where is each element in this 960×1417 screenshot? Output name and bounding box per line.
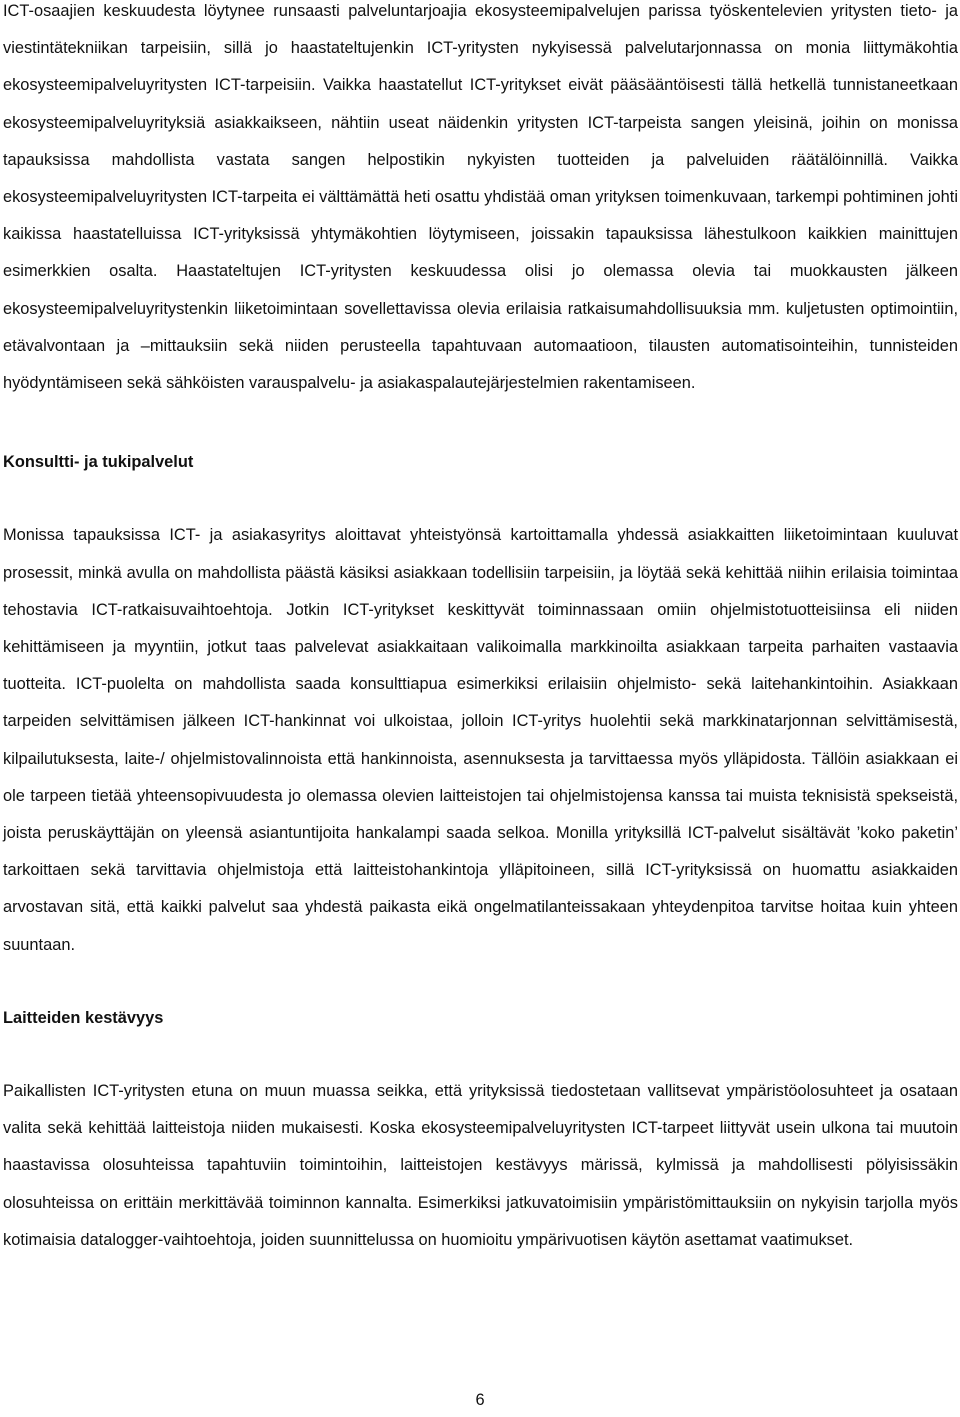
body-paragraph-consulting: Monissa tapauksissa ICT- ja asiakasyritys aloittavat yhteistyönsä kartoittamalla yhdessä asiakkaitten liiketoimintaan kuuluvat prosessit, minkä avulla on mahdollista päästä käsiksi asiakkaan todellisiin tarpeisiin, ja löytää sekä kehittää niihin erilaisia toimintaa tehostavia ICT-ratkaisuvaihtoehtoja. Jotkin ICT-yritykset keskittyvät toiminnassaan omiin ohjelmistotuotteisiinsa eli niiden kehittämiseen ja myyntiin, jotkut taas palvelevat asiakkaitaan valikoimalla markkinoilta asiakkaan tarpeita parhaiten vastaavia tuotteita. ICT-puolelta on mahdollista saada konsulttiapua esimerkiksi erilaisiin ohjelmisto- sekä laitehankintoihin. Asiakkaan tarpeiden selvittämisen jälkeen ICT-hankinnat voi ulkoistaa, jolloin ICT-yritys huolehtii sekä markkinatarjonnan selvittämisestä, kilpailutuksesta, laite-/ ohjelmistovalinnoista että hankinnoista, asennuksesta ja tarvittaessa myös ylläpidosta. Tällöin asiakkaan ei ole tarpeen tietää yhteensopivuudesta jo olemassa olevien laitteistojen tai ohjelmistojensa kanssa tai muista teknisistä spekseistä, joista peruskäyttäjän on yleensä asiantuntijoita hankalampi saada selkoa. Monilla yrityksillä ICT-palvelut sisältävät ’koko paketin’ tarkoittaen sekä tarvittavia ohjelmistoja että laitteistohankintoja ylläpitoineen, sillä ICT-yrityksissä on huomattu asiakkaiden arvostavan sitä, että kaikki palvelut saa yhdestä paikasta eikä ongelmatilanteissakaan yhteydenpitoa tarvitse hoitaa kuin yhteen suuntaan.: [3, 526, 958, 954]
page-number: 6: [475, 1391, 485, 1409]
body-paragraph-ict-service-providers: ICT-osaajien keskuudesta löytynee runsaasti palveluntarjoajia ekosysteemipalvelujen parissa työskentelevien yritysten tieto- ja viestintätekniikan tarpeisiin, sillä jo haastateltujenkin ICT-yritysten nykyisessä palvelutarjonnassa on monia liittymäkohtia ekosysteemipalveluyritysten ICT-tarpeisiin. Vaikka haastatellut ICT-yritykset eivät pääsääntöisesti tällä hetkellä tunnistaneetkaan ekosysteemipalveluyrityksiä asiakkaikseen, nähtiin useat näidenkin yritysten ICT-tarpeista sangen yleisinä, joihin on monissa tapauksissa mahdollista vastata sangen helpostikin nykyisten tuotteiden ja palveluiden räätälöinnillä. Vaikka ekosysteemipalveluyritysten ICT-tarpeita ei välttämättä heti osattu yhdistää oman yrityksen toimenkuvaan, tarkempi pohtiminen johti kaikissa haastatelluissa ICT-yrityksissä yhtymäkohtien löytymiseen, joissakin tapauksissa lähestulkoon kaikkien mainittujen esimerkkien osalta. Haastateltujen ICT-yritysten keskuudessa olisi jo olemassa olevia tai muokkausten jälkeen ekosysteemipalveluyritystenkin liiketoimintaan sovellettavissa olevia erilaisia ratkaisumahdollisuuksia mm. kuljetusten optimointiin, etävalvontaan ja –mittauksiin sekä niiden perusteella tapahtuvaan automaatioon, tilausten automatisointeihin, tunnisteiden hyödyntämiseen sekä sähköisten varauspalvelu- ja asiakaspalautejärjestelmien rakentamiseen.: [3, 2, 958, 393]
section-heading-consulting: Konsultti- ja tukipalvelut: [3, 453, 194, 472]
section-heading-durability: Laitteiden kestävyys: [3, 1008, 164, 1027]
document-page: [3, 0, 958, 1259]
body-paragraph-durability: Paikallisten ICT-yritysten etuna on muun muassa seikka, että yrityksissä tiedostetaan vallitsevat ympäristöolosuhteet ja osataan valita sekä kehittää laitteistoja niiden mukaisesti. Koska ekosysteemipalveluyritysten ICT-tarpeet liittyvät usein ulkona tai muutoin haastavissa olosuhteissa tapahtuviin toimintoihin, laitteistojen kestävyys märissä, kylmissä ja mahdollisesti pölyisissäkin olosuhteissa on erittäin merkittävää toiminnon kannalta. Esimerkiksi jatkuvatoimisiin ympäristömittauksiin on nykyisin tarjolla myös kotimaisia datalogger-vaihtoehtoja, joiden suunnittelussa on huomioitu ympärivuotisen käytön asettamat vaatimukset.: [3, 1082, 958, 1249]
